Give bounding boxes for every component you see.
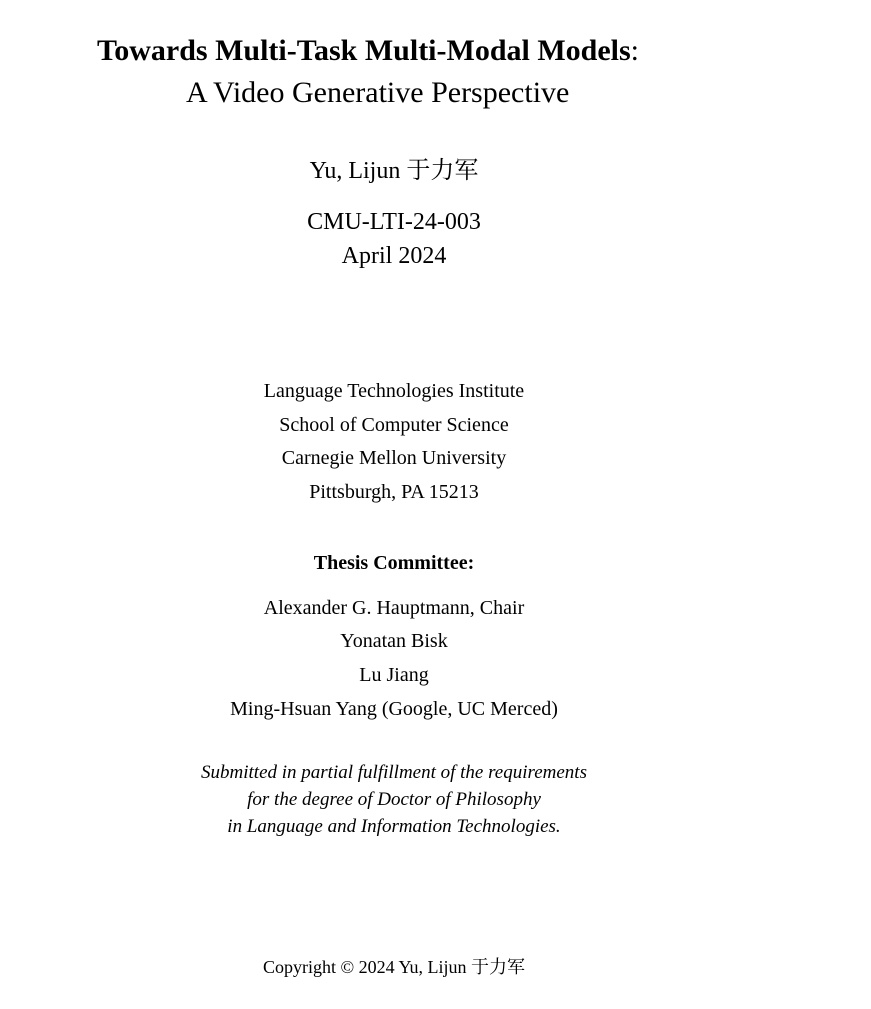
copyright-line xyxy=(263,955,525,980)
report-number: CMU-LTI-24-003 xyxy=(307,209,481,235)
author-name: Yu, Lijun xyxy=(309,158,401,184)
copyright-text: Copyright © 2024 Yu, Lijun xyxy=(262,957,467,977)
author-chinese-name: 于力军 xyxy=(406,156,479,184)
thesis-title-main: Towards Multi-Task Multi-Modal Models xyxy=(97,34,631,67)
committee-heading: Thesis Committee: xyxy=(313,552,475,574)
institution-line: Language Technologies Institute xyxy=(263,380,525,402)
thesis-subtitle: A Video Generative Perspective xyxy=(186,76,570,109)
committee-member: Lu Jiang xyxy=(359,664,429,686)
thesis-title xyxy=(97,32,639,70)
committee-member: Alexander G. Hauptmann, Chair xyxy=(263,597,525,619)
submission-line: for the degree of Doctor of Philosophy xyxy=(247,789,541,810)
committee-member: Yonatan Bisk xyxy=(340,630,448,652)
author-line xyxy=(310,155,479,186)
report-date: April 2024 xyxy=(341,243,447,269)
institution-line: Carnegie Mellon University xyxy=(281,447,507,469)
submission-line: in Language and Information Technologies. xyxy=(227,816,561,837)
thesis-title-colon: : xyxy=(630,34,640,67)
institution-line: Pittsburgh, PA 15213 xyxy=(309,481,479,503)
committee-member: Ming-Hsuan Yang (Google, UC Merced) xyxy=(230,698,558,720)
submission-line: Submitted in partial fulfillment of the requirements xyxy=(201,762,587,783)
copyright-chinese-name: 于力军 xyxy=(471,957,526,978)
institution-line: School of Computer Science xyxy=(279,414,509,436)
